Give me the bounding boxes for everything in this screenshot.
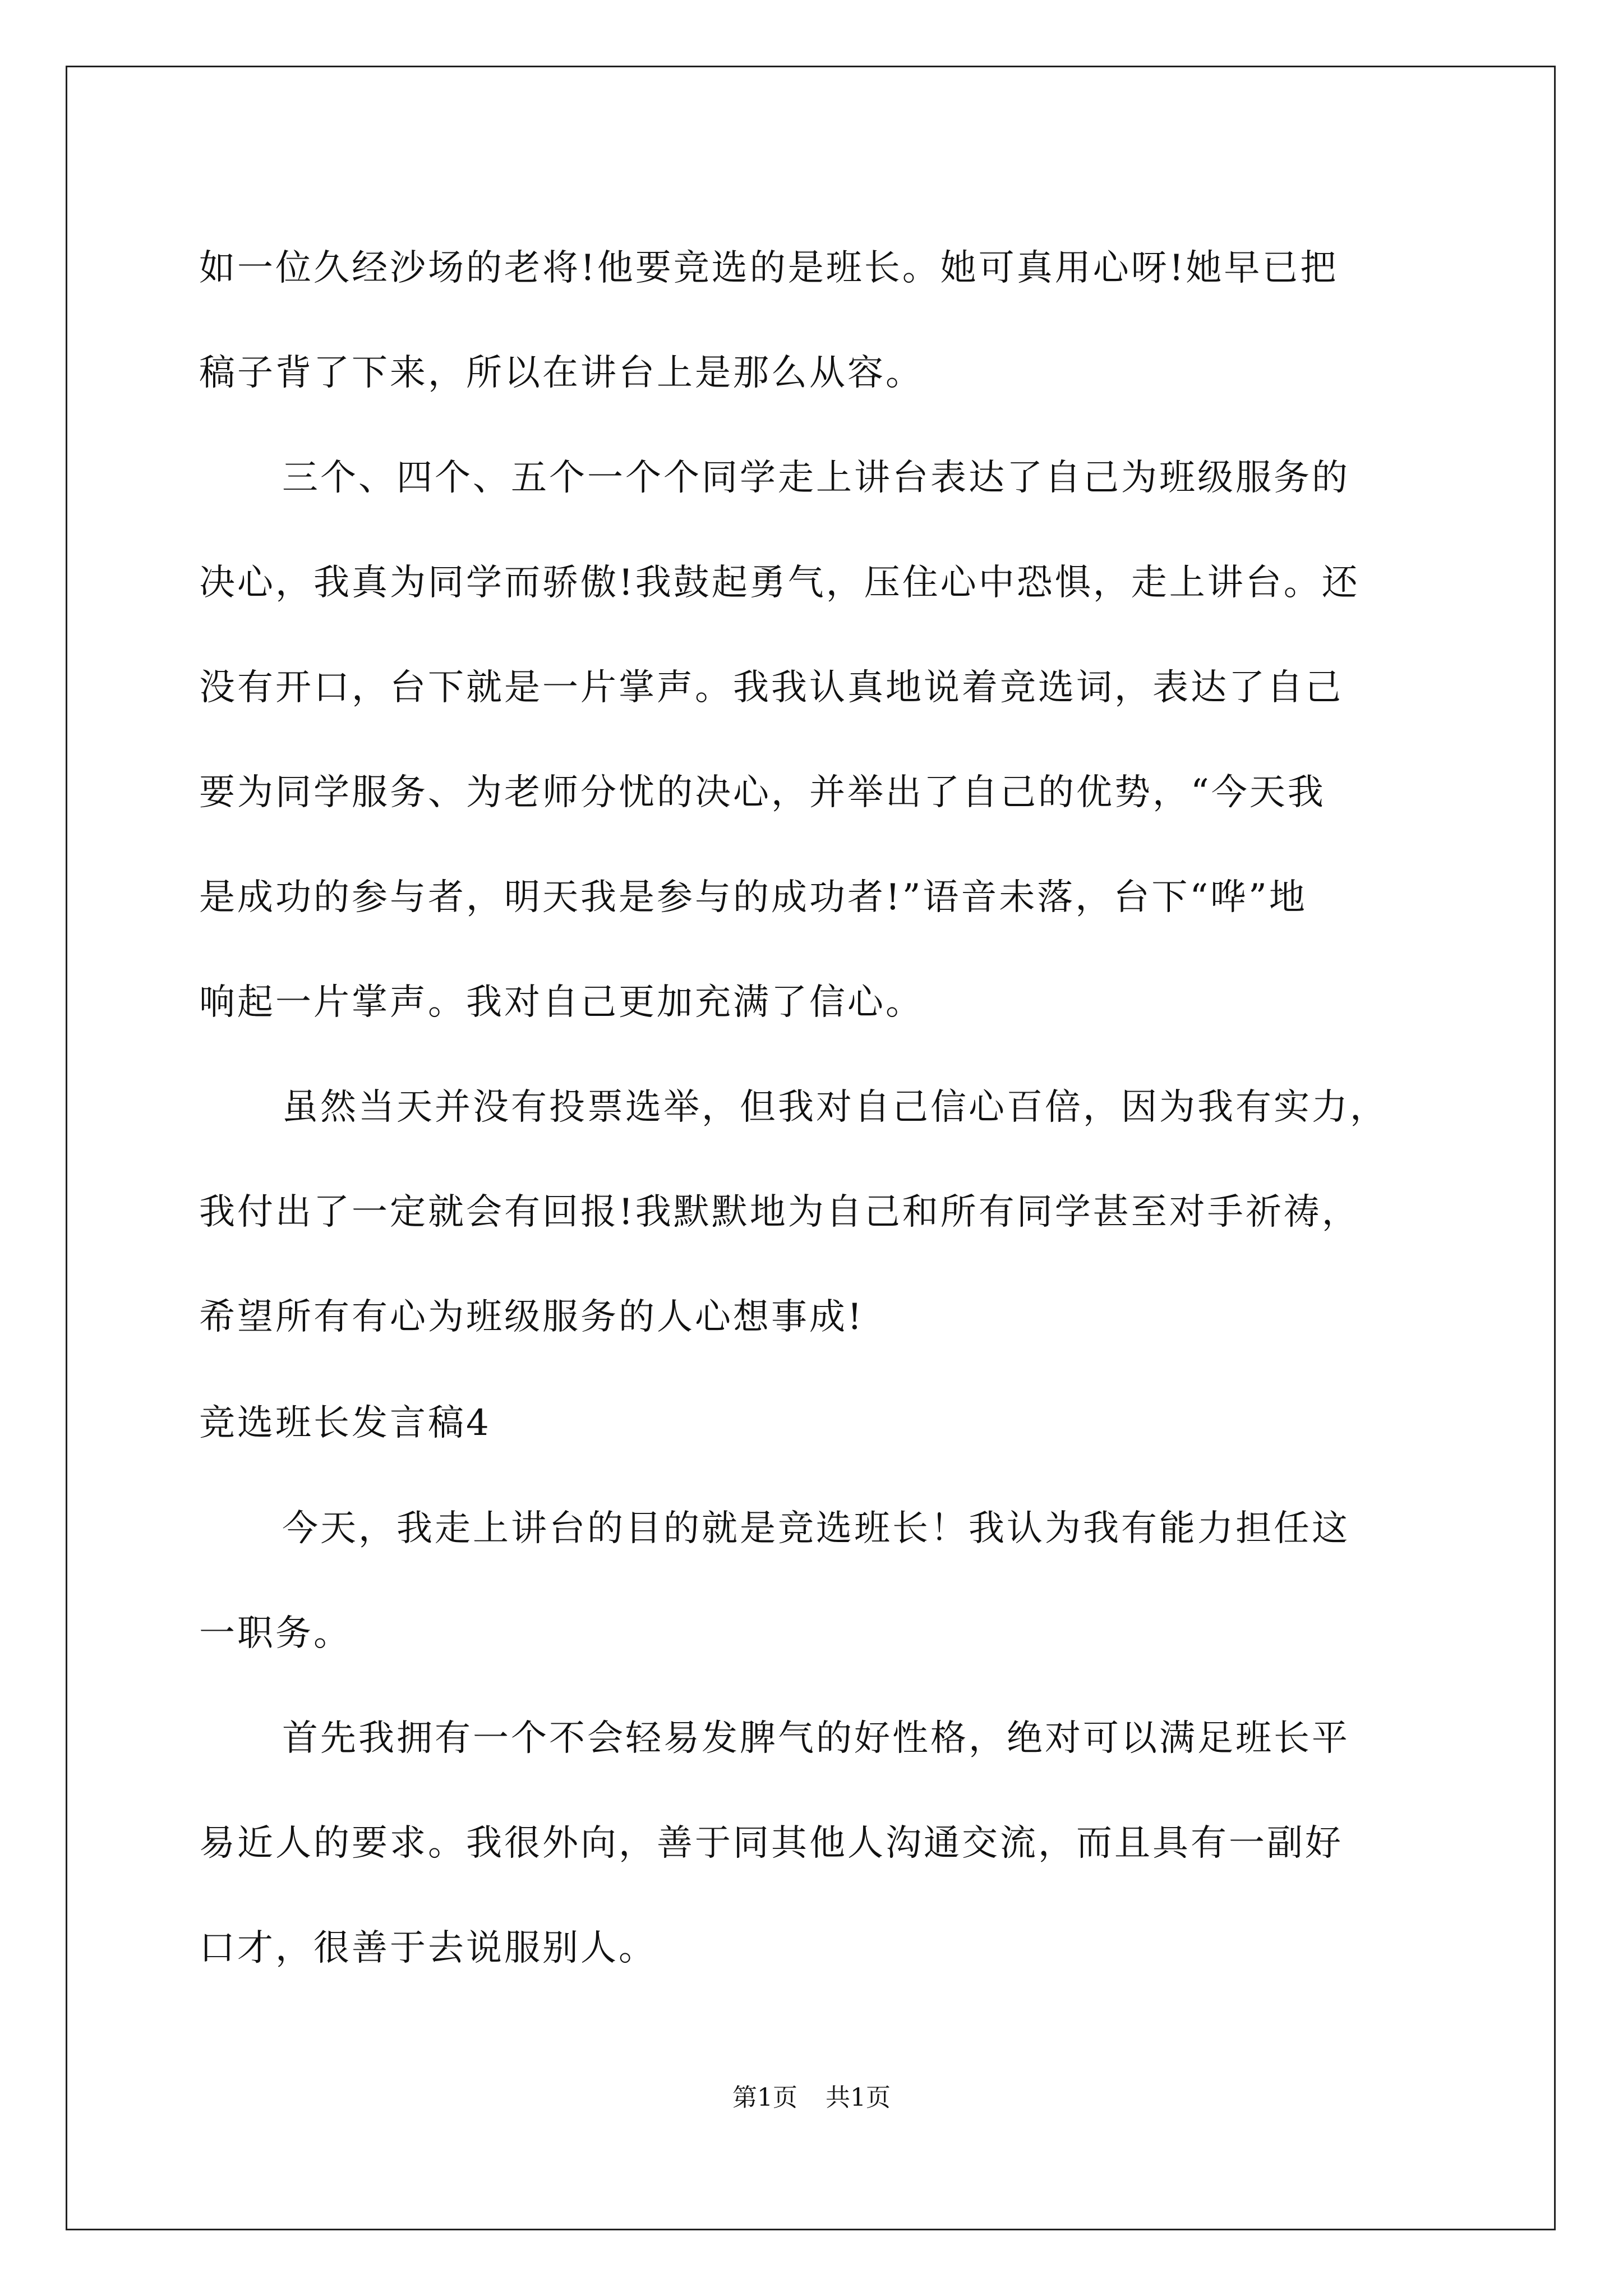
text-line: 稿子背了下来，所以在讲台上是那么从容。 bbox=[199, 352, 924, 394]
page-number-total: 共1页 bbox=[826, 2083, 891, 2112]
text-line: 三个、四个、五个一个个同学走上讲台表达了自己为班级服务的 bbox=[282, 457, 1350, 499]
text-line: 要为同学服务、为老师分忧的决心，并举出了自己的优势，“今天我 bbox=[199, 772, 1326, 813]
text-block-2 bbox=[199, 1476, 1427, 2001]
text-line: 一职务。 bbox=[199, 1613, 352, 1654]
text-line: 响起一片掌声。我对自己更加充满了信心。 bbox=[199, 982, 924, 1023]
page-number-current: 第1页 bbox=[732, 2083, 797, 2112]
text-line: 是成功的参与者，明天我是参与的成功者!”语音未落，台下“哗”地 bbox=[199, 877, 1307, 918]
text-line: 希望所有有心为班级服务的人心想事成! bbox=[199, 1296, 864, 1338]
text-line: 如一位久经沙场的老将!他要竞选的是班长。她可真用心呀!她早已把 bbox=[199, 247, 1339, 289]
document-body bbox=[199, 216, 1427, 2001]
text-line: 今天，我走上讲台的目的就是竞选班长！我认为我有能力担任这 bbox=[282, 1508, 1350, 1549]
text-line: 口才，很善于去说服别人。 bbox=[199, 1927, 657, 1969]
text-line: 易近人的要求。我很外向，善于同其他人沟通交流，而且具有一副好 bbox=[199, 1823, 1343, 1864]
text-block-1 bbox=[199, 216, 1427, 1370]
text-line: 没有开口，台下就是一片掌声。我我认真地说着竞选词，表达了自己 bbox=[199, 667, 1343, 708]
section-heading: 竞选班长发言稿4 bbox=[199, 1402, 491, 1444]
text-line: 首先我拥有一个不会轻易发脾气的好性格，绝对可以满足班长平 bbox=[282, 1718, 1350, 1759]
text-line: 虽然当天并没有投票选举，但我对自己信心百倍，因为我有实力， bbox=[282, 1087, 1388, 1128]
text-line: 我付出了一定就会有回报!我默默地为自己和所有同学甚至对手祈祷， bbox=[199, 1191, 1360, 1233]
text-line: 决心，我真为同学而骄傲!我鼓起勇气，压住心中恐惧，走上讲台。还 bbox=[199, 562, 1360, 604]
page-footer bbox=[0, 2081, 1623, 2115]
